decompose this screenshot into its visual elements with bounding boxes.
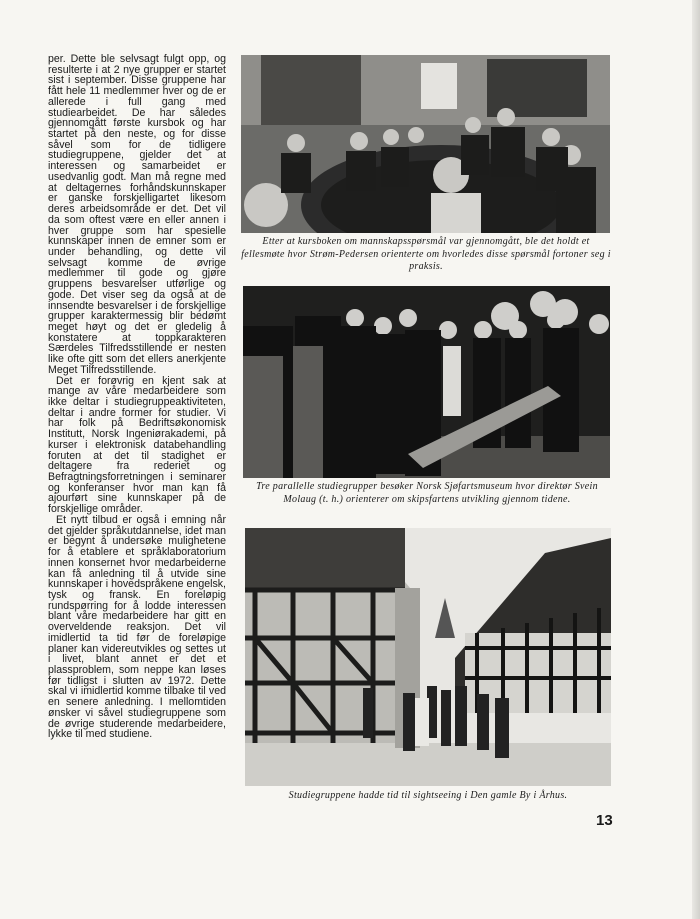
museum-photo — [243, 286, 610, 478]
museum-caption: Tre parallelle studiegrupper besøker Norsk Sjøfartsmuseum hvor direktør Svein Molaug (t. h.) orienterer om skipsfartens utvikling gjennom tidene. — [256, 481, 598, 505]
meeting-caption: Etter at kursboken om mannskapsspørsmål var gjennomgått, ble det holdt et fellesmøte hvor Strøm-Pedersen orienterte om hvorledes disse spørsmål fortoner seg i praksis. — [241, 236, 611, 272]
old-town-caption: Studiegruppene hadde tid til sightseeing i Den gamle By i Århus. — [288, 790, 568, 801]
old-town-photo — [245, 528, 611, 786]
article-paragraph: Det er forøvrig en kjent sak at mange av våre medarbeidere som ikke deltar i studiegruppeaktiviteten, deltar i andre former for studier. Vi har folk på Bedriftsøkonomisk Institutt, Norsk Ingeniørakademi, på kurser i elektronisk databehandling foruten at det til stadighet er deltagere fra rederiet og Befragtningsforretningen i seminarer og konferanser hvor man kan få ajourført sine kunnskaper på de forskjellige områder. — [48, 374, 226, 516]
page-number: 13 — [596, 812, 613, 829]
museum-illustration — [243, 286, 610, 478]
old-town-illustration — [245, 528, 611, 786]
article-text-column — [48, 54, 226, 740]
article-paragraph: per. Dette ble selvsagt fulgt opp, og resulterte i at 2 nye grupper er startet sist i september. Disse gruppene har fått hele 11 medlemmer hver og de er allerede i full gang med studiearbeidet. De har således gjennomgått første kursbok og har startet på den neste, og for disse såvel som for de tidligere studiegruppene, gjelder det at interessen og samarbeidet er usedvanlig godt. Man må regne med at deltagernes forhåndskunnskaper er ganske forskjelligartet likesom deres arbeidsområde er det. Det vil da som oftest være en eller annen i hver gruppe som har spesielle kunnskaper innen de emner som er under behandling, og dette vil selvsagt komme de øvrige medlemmer til gode og gjøre gruppens besvarelser utførlige og gode. Det viser seg da også at de innsendte besvarelser i de forskjellige grupper karaktermessig blir bedømt meget høyt og det er gledelig å konstatere at toppkarakteren Særdeles Tilfredsstillende er nesten like ofte gitt som det ellers anerkjente Meget Tilfredsstillende. — [48, 53, 226, 376]
article-paragraph: Et nytt tilbud er også i emning når det gjelder språkutdannelse, idet man er begynt å undersøke mulighetene for å etablere et språklaboratorium innen konsernet hvor medarbeiderne kan få anledning til å utvide sine kunnskaper i hovedspråkene engelsk, tysk og fransk. En foreløpig rundspørring for å lodde interessen blant våre medarbeidere har gitt en overveldende reaksjon. Det vil imidlertid ta tid før de foreløpige planer kan videreutvikles og settes ut i livet, blant annet er det et plassproblem, som neppe kan løses før tidligst i slutten av 1972. Dette skal vi imidlertid komme tilbake til ved en senere anledning. I mellomtiden ønsker vi såvel studiegruppene som de øvrige studerende medarbeidere, lykke til med studiene. — [48, 513, 226, 741]
meeting-photo — [241, 55, 610, 233]
meeting-illustration — [241, 55, 610, 233]
page-edge — [692, 0, 700, 919]
